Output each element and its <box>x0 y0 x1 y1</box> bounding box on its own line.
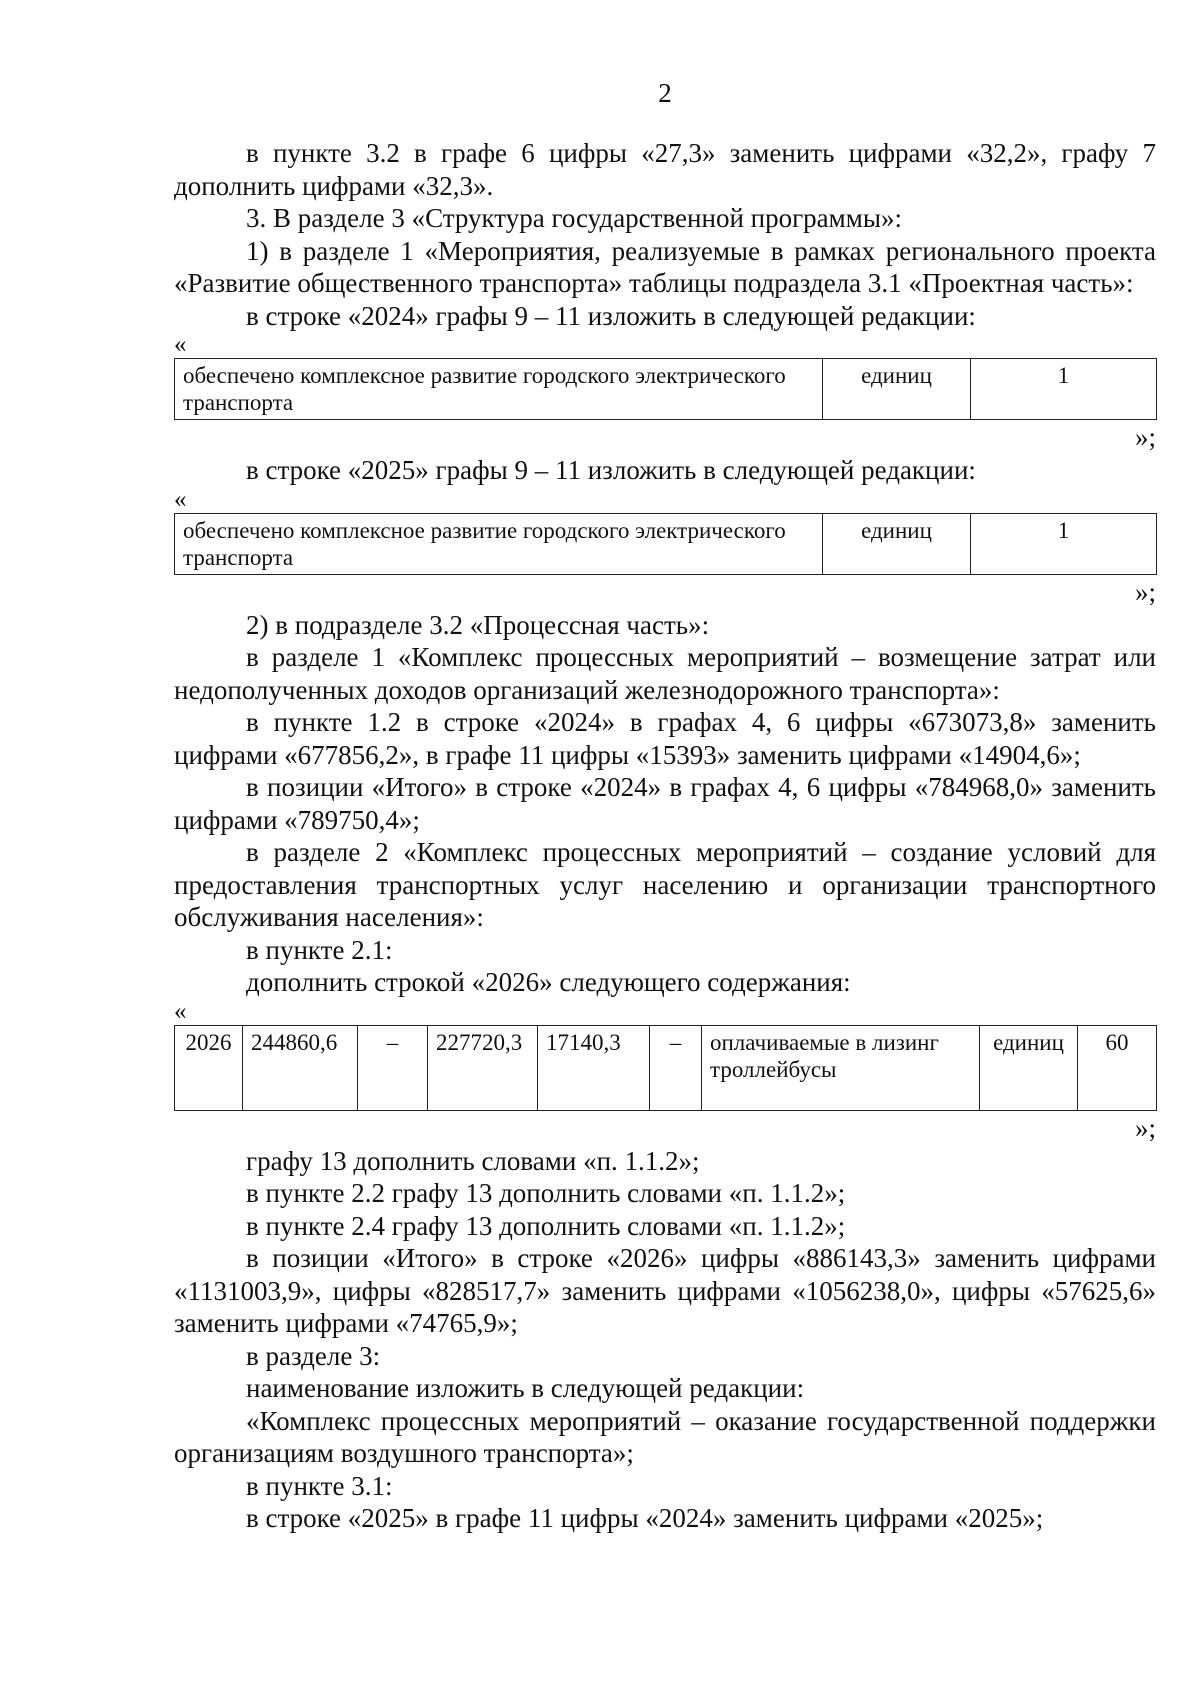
paragraph: в разделе 3: <box>246 1340 381 1371</box>
paragraph: в позиции «Итого» в строке «2026» цифры «886143,3» заменить цифрами «1131003,9», цифры «828517,7» заменить цифрами «1056238,0», цифры «57625,6» заменить цифрами «74765,9»; <box>174 1243 1156 1338</box>
paragraph: дополнить строкой «2026» следующего содержания: <box>246 967 851 997</box>
paragraph: в разделе 2 «Комплекс процессных мероприятий – создание условий для предоставления транспортных услуг населению и организации транспортного обслуживания населения»: <box>174 837 1156 932</box>
paragraph: в пункте 2.4 графу 13 дополнить словами «п. 1.1.2»; <box>246 1210 846 1241</box>
paragraph: «Комплекс процессных мероприятий – оказание государственной поддержки организациям воздушного транспорта»; <box>174 1405 1156 1468</box>
table-cell-unit: единиц <box>823 513 971 574</box>
paragraph: наименование изложить в следующей редакции: <box>246 1373 805 1403</box>
table-cell: 227720,3 <box>428 1025 538 1110</box>
paragraph: 1) в разделе 1 «Мероприятия, реализуемые в рамках регионального проекта «Развитие общественного транспорта» таблицы подраздела 3.1 «Проектная часть»: <box>174 235 1156 298</box>
table-cell: оплачиваемые в лизинг троллейбусы <box>702 1025 980 1110</box>
table-cell-unit: единиц <box>823 359 971 420</box>
paragraph: в позиции «Итого» в строке «2024» в графах 4, 6 цифры «784968,0» заменить цифрами «789750,4»; <box>174 772 1156 835</box>
table-cell: 17140,3 <box>538 1025 650 1110</box>
paragraph: в пункте 2.2 графу 13 дополнить словами «п. 1.1.2»; <box>246 1178 846 1208</box>
close-quote: »; <box>1134 1112 1156 1143</box>
paragraph: в строке «2025» графы 9 – 11 изложить в следующей редакции: <box>246 455 976 485</box>
table-cell-description: обеспечено комплексное развитие городского электрического транспорта <box>175 513 823 574</box>
paragraph: 3. В разделе 3 «Структура государственной программы»: <box>246 203 902 233</box>
document-body <box>174 137 1156 1535</box>
table-row-2024 <box>174 358 1157 420</box>
table-cell: 244860,6 <box>243 1025 358 1110</box>
paragraph: в строке «2025» в графе 11 цифры «2024» заменить цифрами «2025»; <box>246 1503 1044 1533</box>
table-cell-value: 1 <box>971 359 1157 420</box>
table-cell-description: обеспечено комплексное развитие городского электрического транспорта <box>175 359 823 420</box>
open-quote: « <box>174 997 187 1025</box>
close-quote: »; <box>1134 422 1156 452</box>
document-page <box>174 0 1156 1697</box>
page-number: 2 <box>658 78 672 108</box>
table-row-2026 <box>174 1025 1157 1111</box>
paragraph: графу 13 дополнить словами «п. 1.1.2»; <box>246 1145 700 1176</box>
table-cell-value: 1 <box>971 513 1157 574</box>
open-quote: « <box>174 485 187 513</box>
table-cell: 2026 <box>175 1025 243 1110</box>
close-quote: »; <box>1134 576 1156 607</box>
open-quote: « <box>174 331 187 358</box>
paragraph: в пункте 3.1: <box>246 1470 393 1501</box>
table-cell: – <box>650 1025 702 1110</box>
table-row-2025 <box>174 513 1157 575</box>
table-cell: единиц <box>980 1025 1078 1110</box>
paragraph: в разделе 1 «Комплекс процессных мероприятий – возмещение затрат или недополученных доходов организаций железнодорожного транспорта»: <box>174 642 1156 705</box>
table-cell: 60 <box>1078 1025 1157 1110</box>
table-cell: – <box>358 1025 428 1110</box>
paragraph: в пункте 2.1: <box>246 934 393 965</box>
paragraph: в пункте 3.2 в графе 6 цифры «27,3» заменить цифрами «32,2», графу 7 дополнить цифрами «32,3». <box>174 138 1156 201</box>
paragraph: в пункте 1.2 в строке «2024» в графах 4, 6 цифры «673073,8» заменить цифрами «677856,2», в графе 11 цифры «15393» заменить цифрами «14904,6»; <box>174 707 1156 770</box>
paragraph: 2) в подразделе 3.2 «Процессная часть»: <box>246 609 710 640</box>
paragraph: в строке «2024» графы 9 – 11 изложить в следующей редакции: <box>246 300 976 331</box>
